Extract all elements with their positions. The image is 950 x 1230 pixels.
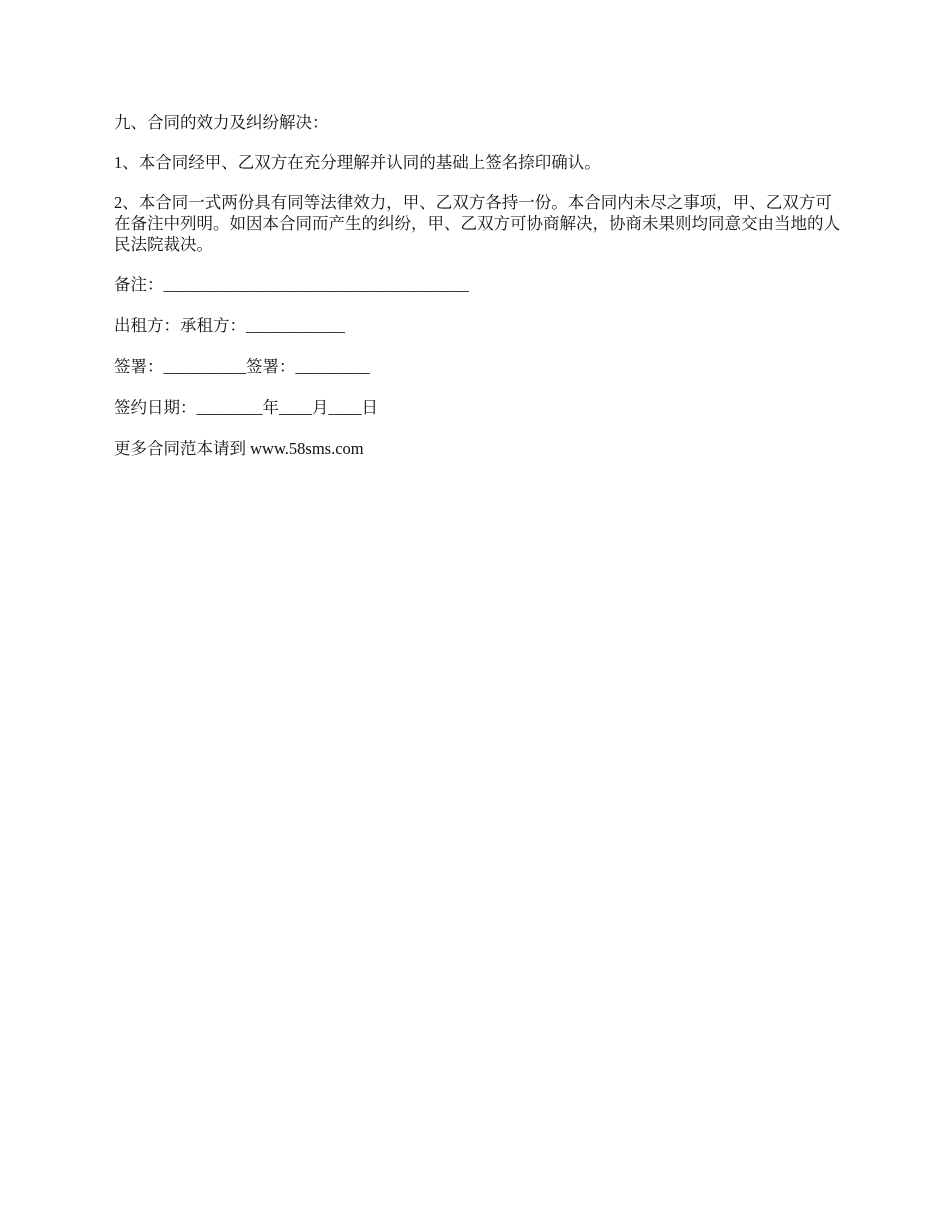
signature-line: 签署：__________签署：_________ — [114, 357, 370, 376]
clause-1: 1、本合同经甲、乙双方在充分理解并认同的基础上签名捺印确认。 — [114, 153, 601, 172]
section-heading: 九、合同的效力及纠纷解决： — [114, 113, 329, 132]
parties-line: 出租方：承租方：____________ — [114, 316, 345, 335]
contract-page — [114, 112, 844, 459]
sign-date-line: 签约日期：________年____月____日 — [114, 398, 378, 417]
footer-note: 更多合同范本请到 www.58sms.com — [114, 439, 364, 458]
remarks-line: 备注：_____________________________________ — [114, 275, 469, 294]
clause-2: 2、本合同一式两份具有同等法律效力，甲、乙双方各持一份。本合同内未尽之事项，甲、乙双方可在备注中列明。如因本合同而产生的纠纷，甲、乙双方可协商解决，协商未果则均同意交由当地的人民法院裁决。 — [114, 193, 840, 254]
